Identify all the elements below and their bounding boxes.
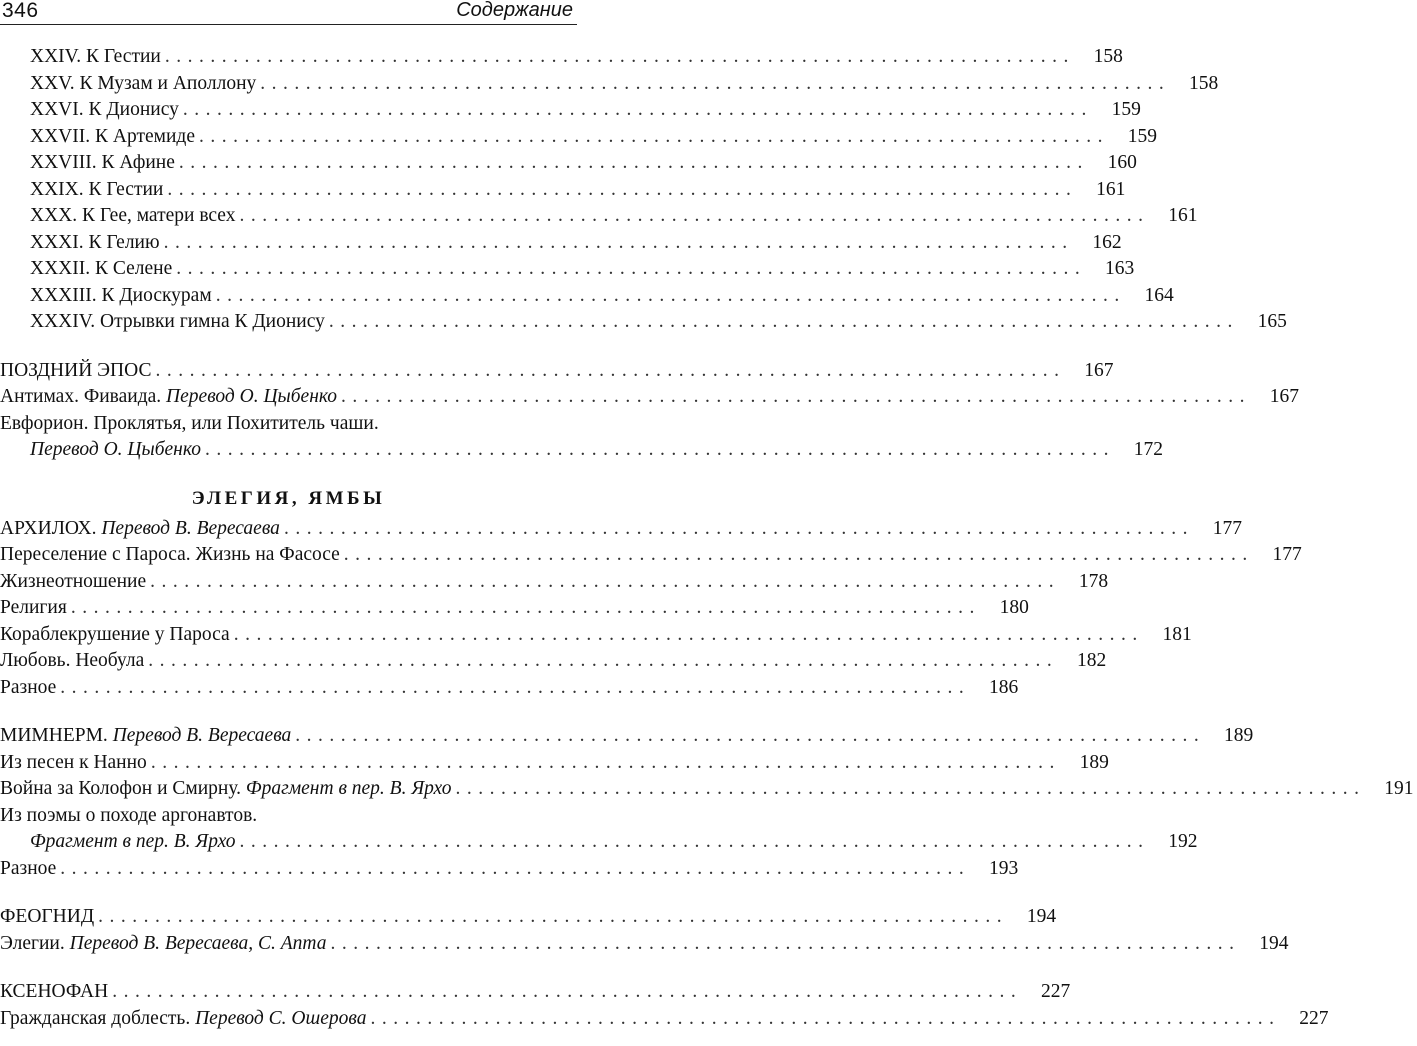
- dot-leader: ................................................................................: [163, 231, 1074, 253]
- dot-leader: ................................................................................: [215, 284, 1126, 306]
- toc-entry-title: Из песен к Нанно: [0, 751, 147, 773]
- toc-entry-title-main: Гражданская доблесть.: [0, 1007, 191, 1029]
- dot-leader: ................................................................................: [150, 751, 1061, 773]
- dot-leader: ................................................................................: [164, 46, 1075, 67]
- toc-entry-title: ФЕОГНИД: [0, 906, 95, 927]
- toc-entry[interactable]: [0, 203, 1198, 230]
- dot-leader: ................................................................................: [60, 676, 971, 698]
- dot-leader: ................................................................................: [70, 597, 981, 618]
- toc-entry-page: 227: [1299, 1007, 1329, 1029]
- dot-leader: ................................................................................: [343, 544, 1254, 565]
- dot-leader: ................................................................................: [341, 386, 1252, 407]
- toc-entry-title: XXVII. К Артемиде: [30, 125, 195, 147]
- toc-entry-translator: Перевод С. Ошерова: [195, 1007, 367, 1029]
- toc-entry-title: XXVIII. К Афине: [30, 152, 175, 173]
- toc-entry-title: XXXI. К Гелию: [30, 231, 160, 253]
- dot-leader: ................................................................................: [60, 857, 971, 879]
- toc-entry[interactable]: [0, 723, 1254, 750]
- toc-entry-title: [0, 776, 451, 803]
- toc-entry-title: [0, 723, 291, 750]
- toc-group-theognis: [0, 904, 1289, 957]
- toc-entry-page: 163: [1105, 258, 1135, 279]
- toc-entry-translator: Перевод В. Вересаева, С. Апта: [69, 932, 327, 954]
- toc-entry[interactable]: [0, 904, 1057, 931]
- dot-leader: ................................................................................: [148, 650, 1059, 671]
- toc-entry-translator: [30, 437, 201, 464]
- toc-entry-page: 167: [1269, 386, 1300, 407]
- toc-entry-continuation[interactable]: [0, 829, 1198, 856]
- toc-entry-title: Переселение с Пароса. Жизнь на Фасосе: [0, 544, 340, 565]
- toc-entry-translator-text: Перевод О. Цыбенко: [30, 439, 201, 460]
- toc-entry-title-main: АРХИЛОХ.: [0, 517, 97, 539]
- toc-entry-title-main: Элегии.: [0, 932, 65, 954]
- toc-entry[interactable]: [0, 177, 1126, 204]
- dot-leader: ................................................................................: [455, 778, 1366, 799]
- toc-entry-page: 193: [989, 857, 1019, 879]
- dot-leader: ................................................................................: [98, 906, 1009, 927]
- dot-leader: ................................................................................: [204, 439, 1115, 460]
- toc-entry-page: 194: [1259, 932, 1289, 954]
- toc-entry-title: Кораблекрушение у Пароса: [0, 623, 230, 645]
- toc-entry[interactable]: [0, 542, 1302, 569]
- toc-entry-page: 161: [1168, 205, 1198, 226]
- toc-entry[interactable]: [0, 569, 1109, 596]
- dot-leader: ................................................................................: [239, 205, 1150, 226]
- toc-entry[interactable]: [0, 1006, 1329, 1033]
- page-number: 346: [2, 0, 39, 22]
- toc-group-mimnermus: [0, 723, 1414, 882]
- toc-entry[interactable]: [0, 750, 1109, 777]
- toc-entry-page: 177: [1212, 517, 1242, 539]
- toc-entry-page: 186: [989, 676, 1019, 698]
- toc-entry-page: 159: [1127, 125, 1157, 147]
- toc-entry[interactable]: [0, 97, 1141, 124]
- toc-entry[interactable]: [0, 675, 1019, 702]
- toc-entry-page: 177: [1272, 544, 1302, 565]
- toc-entry-page: 158: [1189, 72, 1219, 94]
- toc-entry-title: Разное: [0, 676, 57, 698]
- toc-entry-title: XXXII. К Селене: [30, 258, 173, 279]
- toc-entry-continuation[interactable]: [0, 437, 1163, 464]
- toc-entry-translator: Перевод В. Вересаева: [101, 517, 280, 539]
- toc-entry-title: [0, 384, 337, 411]
- toc-entry-page: 161: [1096, 178, 1126, 200]
- toc-entry-page: 189: [1224, 725, 1254, 746]
- toc-entry[interactable]: [0, 622, 1192, 649]
- toc-entry-title: ПОЗДНИЙ ЭПОС: [0, 359, 152, 381]
- dot-leader: ................................................................................: [182, 99, 1093, 120]
- toc-entry-title: Жизнеотношение: [0, 570, 147, 592]
- toc-entry[interactable]: [0, 595, 1029, 622]
- toc-entry-page: 165: [1257, 311, 1287, 332]
- section-title: ЭЛЕГИЯ, ЯМБЫ: [191, 487, 386, 509]
- toc-entry-translator: [30, 829, 236, 856]
- toc-entry[interactable]: [0, 230, 1122, 257]
- toc-entry[interactable]: [0, 803, 577, 830]
- toc-entry[interactable]: [0, 256, 1135, 283]
- toc-entry-title: Любовь. Необула: [0, 650, 145, 671]
- spacer: [0, 957, 577, 979]
- dot-leader: ................................................................................: [260, 72, 1171, 94]
- dot-leader: ................................................................................: [198, 125, 1109, 147]
- dot-leader: ................................................................................: [178, 152, 1089, 173]
- toc-entry-translator: Перевод В. Вересаева: [112, 725, 292, 746]
- dot-leader: ................................................................................: [176, 258, 1087, 279]
- toc-entry[interactable]: [0, 856, 1019, 883]
- toc-entry-page: 158: [1093, 46, 1123, 67]
- toc-entry-page: 191: [1384, 778, 1414, 799]
- dot-leader: ................................................................................: [112, 981, 1023, 1002]
- toc-group-late-epic: [0, 358, 1300, 464]
- toc-entry-page: 164: [1144, 284, 1174, 306]
- toc-entry[interactable]: [0, 150, 1137, 177]
- toc-group-archilochus: [0, 516, 1302, 702]
- toc-entry-title-main: МИМНЕРМ.: [0, 725, 108, 746]
- toc-entry-page: 182: [1077, 650, 1107, 671]
- toc-entry-page: 194: [1026, 906, 1057, 927]
- dot-leader: ................................................................................: [233, 623, 1144, 645]
- toc-entry-title-main: Война за Колофон и Смирну.: [0, 778, 242, 799]
- dot-leader: ................................................................................: [328, 311, 1239, 332]
- toc-entry-page: 167: [1084, 359, 1114, 381]
- spacer: [0, 336, 577, 358]
- toc-entry-title: КСЕНОФАН: [0, 981, 109, 1002]
- toc-entry[interactable]: [0, 384, 1300, 411]
- page-header: [0, 0, 577, 25]
- toc-group-hymns: [0, 44, 1287, 336]
- toc-entry-page: 189: [1079, 751, 1109, 773]
- toc-entry[interactable]: [0, 44, 1123, 71]
- toc-entry-title: XXV. К Музам и Аполлону: [30, 72, 257, 94]
- toc-entry[interactable]: [0, 979, 1071, 1006]
- toc-entry-title: XXVI. К Дионису: [30, 99, 179, 120]
- toc-entry-title: [0, 1006, 366, 1033]
- toc-entry-page: 162: [1092, 231, 1122, 253]
- toc-entry-translator: Фрагмент в пер. В. Ярхо: [245, 778, 452, 799]
- toc-entry-page: 227: [1040, 981, 1071, 1002]
- toc-entry[interactable]: [0, 71, 1219, 98]
- dot-leader: ................................................................................: [150, 570, 1061, 592]
- toc-entry[interactable]: [0, 309, 1287, 336]
- toc-entry-title: XXIV. К Гестии: [30, 46, 161, 67]
- toc-entry-title: Из поэмы о походе аргонавтов.: [0, 804, 258, 826]
- toc-entry-title: Евфорион. Проклятья, или Похититель чаши.: [0, 412, 379, 434]
- toc-entry-title: XXXIV. Отрывки гимна К Дионису: [30, 311, 325, 332]
- toc-entry-title: XXX. К Гее, матери всех: [30, 205, 236, 226]
- dot-leader: ................................................................................: [167, 178, 1078, 200]
- table-of-contents: [0, 44, 1414, 1032]
- dot-leader: ................................................................................: [370, 1007, 1281, 1029]
- toc-entry[interactable]: [0, 358, 1114, 385]
- toc-entry-title: [0, 931, 326, 958]
- toc-entry-title: XXIX. К Гестии: [30, 178, 164, 200]
- toc-entry[interactable]: [0, 931, 1289, 958]
- spacer: [0, 464, 577, 482]
- toc-entry-title: XXXIII. К Диоскурам: [30, 284, 212, 306]
- toc-entry-page: 192: [1168, 831, 1198, 852]
- dot-leader: ................................................................................: [283, 517, 1194, 539]
- toc-group-xenophanes: [0, 979, 1329, 1032]
- toc-entry-page: 181: [1162, 623, 1192, 645]
- running-head: Содержание: [456, 0, 573, 21]
- toc-entry[interactable]: [0, 648, 1107, 675]
- toc-entry-translator: Перевод О. Цыбенко: [166, 386, 338, 407]
- toc-entry-translator-text: Фрагмент в пер. В. Ярхо: [30, 831, 236, 852]
- dot-leader: ................................................................................: [155, 359, 1066, 381]
- dot-leader: ................................................................................: [239, 831, 1150, 852]
- toc-entry[interactable]: [0, 124, 1157, 151]
- toc-entry-page: 172: [1133, 439, 1163, 460]
- toc-entry-page: 159: [1111, 99, 1141, 120]
- toc-entry[interactable]: [0, 516, 1242, 543]
- toc-entry-title: [0, 516, 280, 543]
- spacer: [0, 882, 577, 904]
- spacer: [0, 701, 577, 723]
- toc-entry-title: Религия: [0, 597, 67, 618]
- toc-entry[interactable]: [0, 411, 577, 438]
- toc-entry-page: 180: [999, 597, 1029, 618]
- toc-entry-page: 178: [1078, 570, 1109, 592]
- dot-leader: ................................................................................: [295, 725, 1206, 746]
- toc-entry-page: 160: [1107, 152, 1137, 173]
- toc-entry-title-main: Антимах. Фиваида.: [0, 386, 162, 407]
- toc-entry[interactable]: [0, 776, 1414, 803]
- dot-leader: ................................................................................: [330, 932, 1241, 954]
- toc-entry-title: Разное: [0, 857, 57, 879]
- toc-entry[interactable]: [0, 283, 1174, 310]
